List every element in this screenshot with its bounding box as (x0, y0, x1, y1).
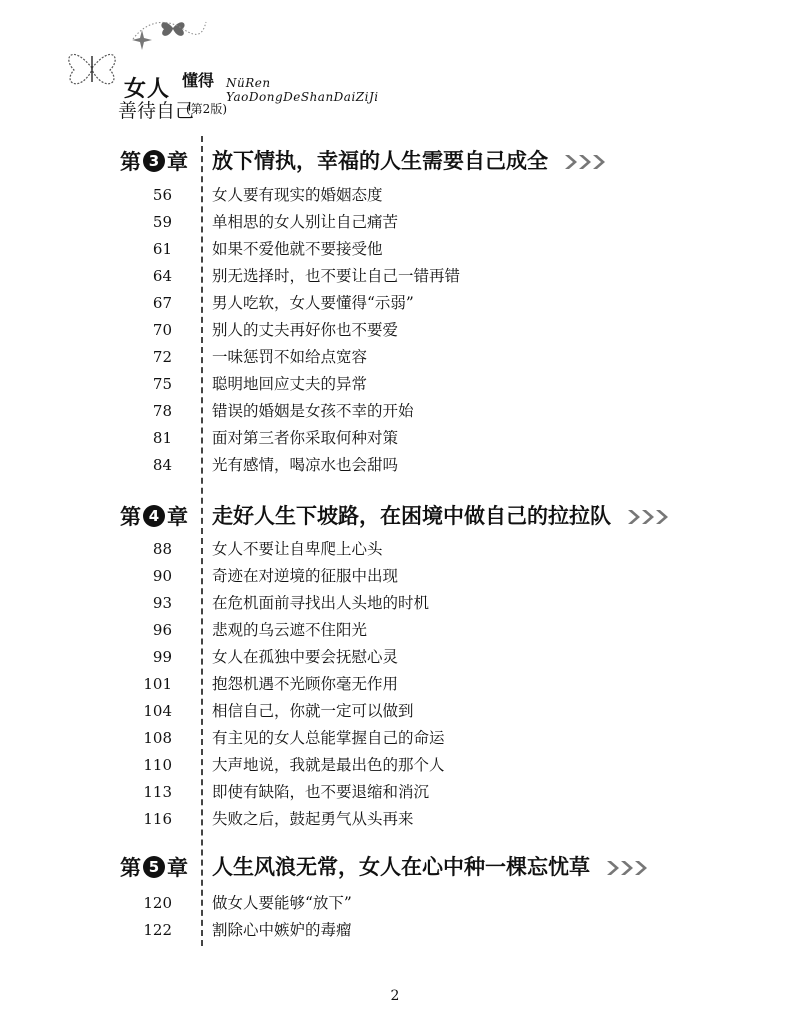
entry-title: 女人要有现实的婚姻态度 (212, 186, 383, 204)
entry-page-number: 122 (143, 921, 172, 939)
toc-entry[interactable] (0, 890, 790, 916)
entry-title: 如果不爱他就不要接受他 (212, 240, 383, 258)
entry-page-number: 113 (143, 783, 172, 801)
chapter-label-suffix: 章 (167, 505, 188, 529)
entry-page-number: 81 (152, 429, 172, 447)
entry-page-number: 67 (152, 294, 172, 312)
entry-page-number: 96 (152, 621, 172, 639)
entry-title: 大声地说，我就是最出色的那个人 (212, 756, 445, 774)
toc-entry[interactable] (0, 425, 790, 451)
chapter-title: 人生风浪无常，女人在心中种一棵忘忧草 (212, 855, 590, 879)
butterfly-icon (62, 38, 122, 98)
entry-title: 悲观的乌云遮不住阳光 (212, 621, 368, 639)
entry-title: 割除心中嫉妒的毒瘤 (212, 921, 352, 939)
entry-title: 即使有缺陷，也不要退缩和消沉 (212, 783, 430, 801)
entry-page-number: 84 (152, 456, 172, 474)
toc-entry[interactable] (0, 779, 790, 805)
toc-entry[interactable] (0, 671, 790, 697)
flourish-icon (128, 14, 208, 44)
toc-entry[interactable] (0, 644, 790, 670)
book-pinyin: NüRen YaoDongDeShanDaiZiJi (226, 76, 379, 104)
chapter-number: 5 (143, 856, 165, 878)
toc-entry[interactable] (0, 806, 790, 832)
entry-title: 聪明地回应丈夫的异常 (212, 375, 368, 393)
toc-entry[interactable] (0, 590, 790, 616)
toc-entry[interactable] (0, 209, 790, 235)
book-title-small: 懂得 (182, 71, 215, 90)
entry-page-number: 110 (143, 756, 172, 774)
chapter-title-wrap (212, 146, 609, 176)
chapter-label-suffix: 章 (167, 856, 188, 880)
chapter-title-wrap (212, 852, 651, 882)
book-title-main: 女人 (124, 76, 171, 102)
toc-entry[interactable] (0, 317, 790, 343)
entry-page-number: 70 (152, 321, 172, 339)
chapter-label (120, 501, 188, 531)
toc-entry[interactable] (0, 617, 790, 643)
book-edition: (第2版) (186, 102, 227, 116)
triple-arrow-icon (628, 508, 672, 526)
entry-title: 光有感情，喝凉水也会甜吗 (212, 456, 399, 474)
toc-entry[interactable] (0, 398, 790, 424)
entry-title: 在危机面前寻找出人头地的时机 (212, 594, 430, 612)
entry-page-number: 108 (143, 729, 172, 747)
entry-page-number: 116 (143, 810, 172, 828)
entry-title: 抱怨机遇不光顾你毫无作用 (212, 675, 399, 693)
toc-entry[interactable] (0, 563, 790, 589)
entry-page-number: 78 (152, 402, 172, 420)
book-title-sub: 善待自己 (118, 100, 195, 122)
chapter-label (120, 852, 188, 882)
entry-page-number: 72 (152, 348, 172, 366)
toc-entry[interactable] (0, 290, 790, 316)
toc-entry[interactable] (0, 698, 790, 724)
entry-title: 面对第三者你采取何种对策 (212, 429, 399, 447)
toc-entry[interactable] (0, 371, 790, 397)
triple-arrow-icon (607, 859, 651, 877)
toc-entry[interactable] (0, 536, 790, 562)
entry-title: 单相思的女人别让自己痛苦 (212, 213, 399, 231)
chapter-title: 走好人生下坡路，在困境中做自己的拉拉队 (212, 504, 611, 528)
entry-page-number: 93 (152, 594, 172, 612)
entry-page-number: 64 (152, 267, 172, 285)
toc-entry[interactable] (0, 182, 790, 208)
entry-title: 女人不要让自卑爬上心头 (212, 540, 383, 558)
entry-page-number: 88 (152, 540, 172, 558)
entry-page-number: 90 (152, 567, 172, 585)
entry-title: 别无选择时，也不要让自己一错再错 (212, 267, 461, 285)
triple-arrow-icon (565, 153, 609, 171)
chapter-title: 放下情执，幸福的人生需要自己成全 (212, 149, 548, 173)
page-number: 2 (390, 988, 400, 1004)
entry-title: 做女人要能够“放下” (212, 894, 352, 912)
toc-entry[interactable] (0, 452, 790, 478)
toc-entry[interactable] (0, 725, 790, 751)
toc-entry[interactable] (0, 263, 790, 289)
toc-entry[interactable] (0, 752, 790, 778)
entry-title: 别人的丈夫再好你也不要爱 (212, 321, 399, 339)
entry-page-number: 75 (152, 375, 172, 393)
chapter-label-prefix: 第 (120, 856, 141, 880)
entry-title: 有主见的女人总能掌握自己的命运 (212, 729, 445, 747)
entry-page-number: 59 (152, 213, 172, 231)
entry-title: 错误的婚姻是女孩不幸的开始 (212, 402, 414, 420)
toc-entry[interactable] (0, 917, 790, 943)
entry-title: 男人吃软，女人要懂得“示弱” (212, 294, 414, 312)
entry-title: 失败之后，鼓起勇气从头再来 (212, 810, 414, 828)
toc-entry[interactable] (0, 344, 790, 370)
chapter-number: 3 (143, 150, 165, 172)
entry-title: 相信自己，你就一定可以做到 (212, 702, 414, 720)
toc-entry[interactable] (0, 236, 790, 262)
entry-page-number: 101 (143, 675, 172, 693)
chapter-title-wrap (212, 501, 672, 531)
chapter-label-prefix: 第 (120, 150, 141, 174)
entry-page-number: 61 (152, 240, 172, 258)
entry-page-number: 56 (152, 186, 172, 204)
chapter-number: 4 (143, 505, 165, 527)
entry-page-number: 104 (143, 702, 172, 720)
chapter-label (120, 146, 188, 176)
entry-page-number: 120 (143, 894, 172, 912)
entry-title: 奇迹在对逆境的征服中出现 (212, 567, 399, 585)
book-header (58, 14, 418, 134)
chapter-label-suffix: 章 (167, 150, 188, 174)
entry-page-number: 99 (152, 648, 172, 666)
entry-title: 一味惩罚不如给点宽容 (212, 348, 368, 366)
chapter-label-prefix: 第 (120, 505, 141, 529)
entry-title: 女人在孤独中要会抚慰心灵 (212, 648, 399, 666)
